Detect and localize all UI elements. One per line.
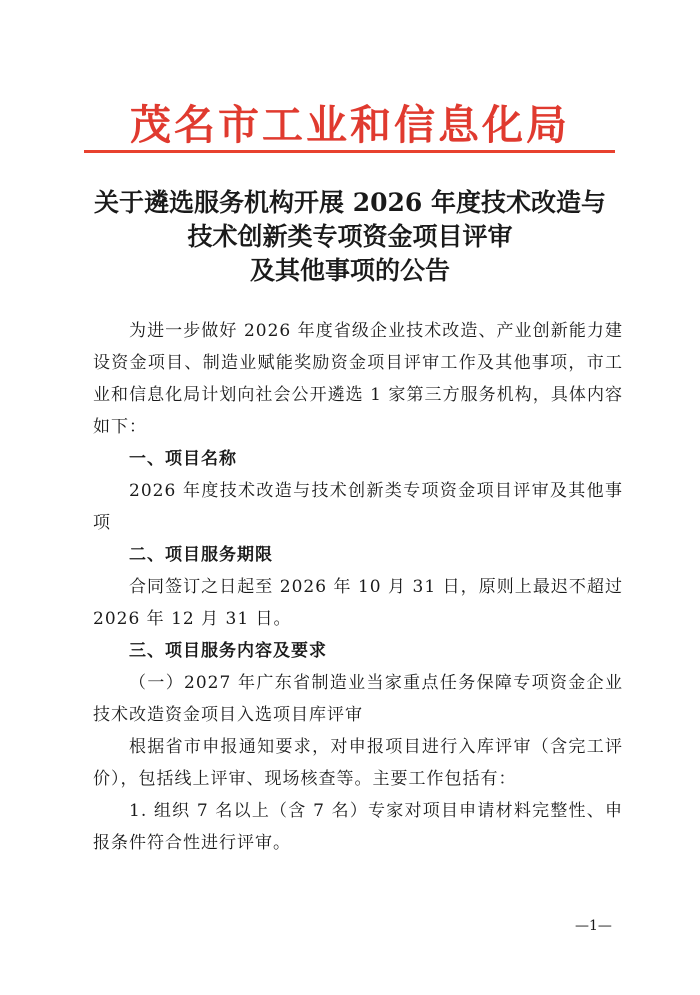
section-text-1: 2026 年度技术改造与技术创新类专项资金项目评审及其他事项 <box>93 481 623 533</box>
subsection-heading-1: （一）2027 年广东省制造业当家重点任务保障专项资金企业技术改造资金项目入选项目库评审 <box>93 673 623 725</box>
title-line-2: 技术创新类专项资金项目评审 <box>187 222 513 251</box>
red-divider <box>84 150 615 153</box>
section-heading-1: 一、项目名称 <box>129 449 237 469</box>
title-line-3: 及其他事项的公告 <box>249 256 450 285</box>
subsection-text-1: 根据省市申报通知要求，对申报项目进行入库评审（含完工评价），包括线上评审、现场核查等。主要工作包括有： <box>93 737 623 789</box>
document-title <box>0 186 700 288</box>
section-heading-3: 三、项目服务内容及要求 <box>129 641 327 661</box>
intro-paragraph: 为进一步做好 2026 年度省级企业技术改造、产业创新能力建设资金项目、制造业赋能奖励资金项目评审工作及其他事项，市工业和信息化局计划向社会公开遴选 1 家第三方服务机构，具体内容如下： <box>93 321 623 437</box>
title-line-1: 关于遴选服务机构开展 2026 年度技术改造与 <box>94 188 606 217</box>
section-text-2: 合同签订之日起至 2026 年 10 月 31 日，原则上最迟不超过 2026 年 12 月 31 日。 <box>93 577 623 629</box>
page-number: —1— <box>575 918 612 934</box>
org-title: 茂名市工业和信息化局 <box>130 101 570 149</box>
section-heading-2: 二、项目服务期限 <box>129 545 273 565</box>
document-body <box>93 315 623 859</box>
list-item-1: 1. 组织 7 名以上（含 7 名）专家对项目申请材料完整性、申报条件符合性进行评审。 <box>93 801 623 853</box>
